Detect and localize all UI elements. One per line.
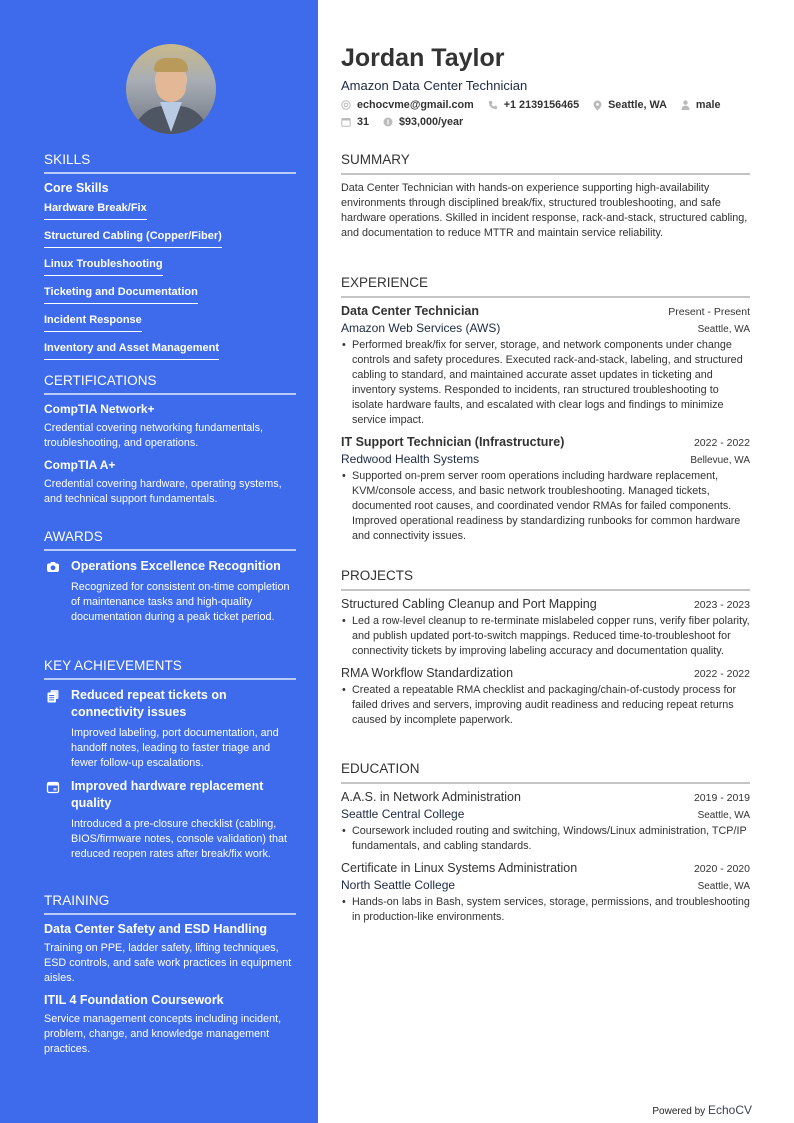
awards-section: [44, 529, 296, 632]
candidate-role: Amazon Data Center Technician: [341, 78, 528, 93]
powered-by-text: Powered by: [652, 1106, 706, 1117]
skill-item: Ticketing and Documentation: [44, 286, 198, 304]
project-bullet: • Led a row-level cleanup to re-terminate mislabeled copper runs, verify fiber polarity, and publish updated port-to-switch mappings. Reduced time-to-troubleshoot for connectivity tickets by improving labeling accuracy and documentation quality.: [341, 614, 750, 659]
job-dates: 2022 - 2022: [693, 437, 750, 449]
education-bullet: • Coursework included routing and switching, Windows/Linux administration, TCP/IP fundamentals, and cabling standards.: [341, 824, 750, 854]
skills-section: [44, 152, 296, 366]
achievement-desc: Improved labeling, port documentation, and handoff notes, leading to faster triage and fewer follow-up escalations.: [71, 727, 279, 769]
gender-text: male: [695, 99, 721, 111]
project-dates: 2023 - 2023: [693, 599, 750, 611]
achievement-desc: Introduced a pre-closure checklist (cabling, BIOS/firmware notes, console validation) that reduced reopen rates after break/fix work.: [71, 818, 288, 860]
person-icon: [681, 100, 690, 110]
school-name: Seattle Central College: [341, 807, 465, 821]
calendar-icon: [341, 117, 351, 127]
certification-desc: Credential covering hardware, operating systems, and technical support fundamentals.: [44, 478, 282, 505]
salary-text: $93,000/year: [399, 116, 464, 128]
awards-heading: AWARDS: [44, 529, 296, 551]
education-section: [341, 761, 750, 925]
skill-item: Linux Troubleshooting: [44, 258, 163, 276]
job-title: IT Support Technician (Infrastructure): [341, 435, 565, 449]
summary-section: [341, 152, 750, 241]
education-bullet: • Hands-on labs in Bash, system services, storage, permissions, and troubleshooting in production-like environments.: [341, 895, 750, 925]
award-desc: Recognized for consistent on-time completion of maintenance tasks and high-quality documentation during a peak ticket period.: [71, 581, 290, 623]
job-title: Data Center Technician: [341, 304, 480, 318]
contact-row-2: [341, 116, 477, 128]
location-text: Seattle, WA: [608, 99, 667, 111]
gender-item: [681, 99, 721, 111]
degree-title: Certificate in Linux Systems Administration: [341, 861, 578, 875]
job-dates: Present - Present: [668, 306, 750, 318]
summary-text: Data Center Technician with hands-on experience supporting high-availability environments through disciplined break/fix, structured troubleshooting, and safe hardware operations. Skilled in incident response, rack-and-stack, structured cabling, and documentation to reduce MTTR and maintain service reliability.: [341, 182, 748, 239]
training-desc: Service management concepts including incident, problem, change, and knowledge management practices.: [44, 1013, 282, 1055]
achievement-item: [44, 778, 296, 862]
email-item[interactable]: [341, 99, 474, 111]
job-bullet: • Performed break/fix for server, storage, and network components under change controls and safety procedures. Executed rack-and-stack, labeling, and structured cabling to standard, and maintained accurate asset updates in ticketing and inventory systems. Responded to incidents, ran structured troubleshooting to isolate hardware faults, and escalated with clear logs and findings to minimize service impact.: [341, 338, 750, 428]
summary-heading: SUMMARY: [341, 152, 750, 175]
education-entry: [341, 861, 750, 925]
age-item: [341, 116, 369, 128]
certifications-section: [44, 373, 296, 514]
degree-dates: 2020 - 2020: [693, 863, 750, 875]
certification-title: CompTIA Network+: [44, 402, 155, 416]
at-icon: [341, 100, 351, 110]
training-title: Data Center Safety and ESD Handling: [44, 922, 267, 936]
phone-text: +1 2139156465: [503, 99, 580, 111]
phone-icon: [488, 100, 498, 110]
project-bullet: • Created a repeatable RMA checklist and packaging/chain-of-custody process for failed drives and servers, improving audit readiness and reducing repeat returns caused by incomplete paperwork.: [341, 683, 750, 728]
job-location: Bellevue, WA: [690, 455, 750, 466]
location-item: [593, 99, 667, 111]
experience-section: [341, 275, 750, 544]
school-name: North Seattle College: [341, 878, 456, 892]
training-heading: TRAINING: [44, 893, 296, 915]
training-title: ITIL 4 Foundation Coursework: [44, 993, 224, 1007]
project-title: Structured Cabling Cleanup and Port Mapping: [341, 597, 597, 611]
training-section: [44, 893, 296, 1064]
footer: [652, 1103, 752, 1117]
avatar: [126, 44, 216, 134]
projects-heading: PROJECTS: [341, 568, 750, 591]
education-entry: [341, 790, 750, 854]
skill-item: Incident Response: [44, 314, 142, 332]
skills-group-title: Core Skills: [44, 181, 109, 195]
location-pin-icon: [593, 100, 602, 111]
project-entry: [341, 666, 750, 728]
job-company: Amazon Web Services (AWS): [341, 321, 501, 335]
candidate-name: Jordan Taylor: [341, 44, 505, 72]
email-text: echocvme@gmail.com: [357, 99, 474, 111]
skill-item: Inventory and Asset Management: [44, 342, 219, 360]
experience-entry: [341, 304, 750, 428]
certifications-heading: CERTIFICATIONS: [44, 373, 296, 395]
experience-heading: EXPERIENCE: [341, 275, 750, 298]
project-title: RMA Workflow Standardization: [341, 666, 514, 680]
school-location: Seattle, WA: [697, 881, 750, 892]
salary-item: [383, 116, 463, 128]
brand-link[interactable]: EchoCV: [707, 1103, 752, 1117]
award-title: Operations Excellence Recognition: [71, 559, 281, 573]
skill-item: Hardware Break/Fix: [44, 202, 147, 220]
award-item: [44, 558, 296, 625]
experience-entry: [341, 435, 750, 544]
school-location: Seattle, WA: [697, 810, 750, 821]
job-location: Seattle, WA: [697, 324, 750, 335]
job-bullet: • Supported on-prem server room operations including hardware replacement, KVM/console access, and basic network troubleshooting. Managed tickets, documented root causes, and coordinated vendor RMAs for failed components. Improved operational readiness by standardizing runbooks for common hardware and connectivity issues.: [341, 469, 750, 544]
skills-heading: SKILLS: [44, 152, 296, 174]
calendar-icon: [46, 780, 60, 794]
degree-dates: 2019 - 2019: [693, 792, 750, 804]
achievement-title: Improved hardware replacement quality: [71, 779, 264, 810]
education-heading: EDUCATION: [341, 761, 750, 784]
camera-icon: [46, 560, 60, 574]
project-entry: [341, 597, 750, 659]
salary-icon: [383, 117, 393, 127]
job-company: Redwood Health Systems: [341, 452, 480, 466]
skill-item: Structured Cabling (Copper/Fiber): [44, 230, 222, 248]
degree-title: A.A.S. in Network Administration: [341, 790, 521, 804]
age-text: 31: [357, 116, 370, 128]
achievements-section: [44, 658, 296, 869]
phone-item[interactable]: [488, 99, 579, 111]
contact-row-1: [341, 99, 735, 111]
achievement-item: [44, 687, 296, 771]
achievement-title: Reduced repeat tickets on connectivity issues: [71, 688, 227, 719]
sidebar: [0, 0, 318, 1123]
certification-desc: Credential covering networking fundamentals, troubleshooting, and operations.: [44, 422, 264, 449]
training-desc: Training on PPE, ladder safety, lifting techniques, ESD controls, and safe work practices in equipment aisles.: [44, 942, 292, 984]
project-dates: 2022 - 2022: [693, 668, 750, 680]
achievements-heading: KEY ACHIEVEMENTS: [44, 658, 296, 680]
certification-title: CompTIA A+: [44, 458, 116, 472]
projects-section: [341, 568, 750, 728]
clipboard-icon: [46, 689, 60, 703]
